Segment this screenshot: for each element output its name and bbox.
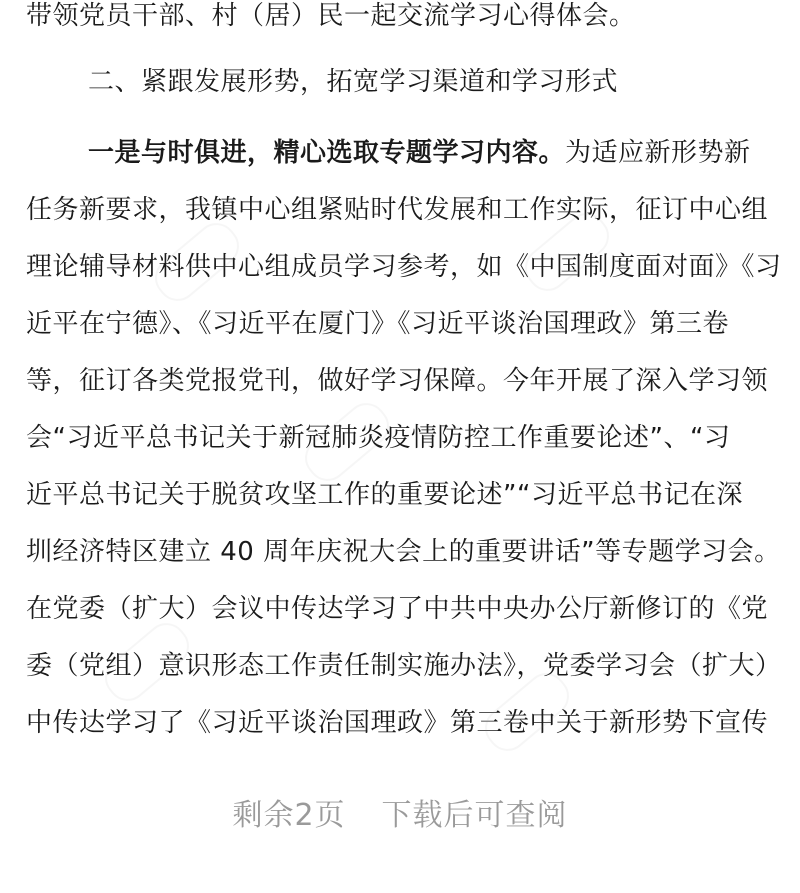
paragraph-lead-bold: 一是与时俱进，精心选取专题学习内容。 (88, 138, 566, 168)
text-line: 中传达学习了《习近平谈治国理政》第三卷中关于新形势下宣传 (26, 708, 769, 738)
text-line: 近平总书记关于脱贫攻坚工作的重要论述”“习近平总书记在深 (26, 480, 743, 510)
text-line: 圳经济特区建立 40 周年庆祝大会上的重要讲话”等专题学习会。 (26, 537, 781, 567)
text-line: 任务新要求，我镇中心组紧贴时代发展和工作实际，征订中心组 (26, 195, 769, 225)
text-line: 在党委（扩大）会议中传达学习了中共中央办公厅新修订的《党 (26, 594, 769, 624)
paragraph-start (88, 137, 800, 169)
download-prompt[interactable] (0, 796, 800, 836)
text-line: 会“习近平总书记关于新冠肺炎疫情防控工作重要论述”、“习 (26, 423, 731, 453)
text-line: 带领党员干部、村（居）民一起交流学习心得体会。 (26, 1, 636, 31)
download-to-view-label: 下载后可查阅 (381, 798, 568, 833)
text-line: 近平在宁德》、《习近平在厦门》《习近平谈治国理政》第三卷 (26, 309, 730, 339)
text-line: 委（党组）意识形态工作责任制实施办法》，党委学习会（扩大） (26, 651, 782, 681)
paragraph-lead-rest: 为适应新形势新 (565, 138, 751, 168)
section-heading: 二、紧跟发展形势，拓宽学习渠道和学习形式 (88, 67, 619, 97)
remaining-pages-label: 剩余2页 (232, 798, 346, 833)
text-line: 理论辅导材料供中心组成员学习参考，如《中国制度面对面》《习 (26, 252, 782, 282)
text-line: 等，征订各类党报党刊，做好学习保障。今年开展了深入学习领 (26, 366, 769, 396)
